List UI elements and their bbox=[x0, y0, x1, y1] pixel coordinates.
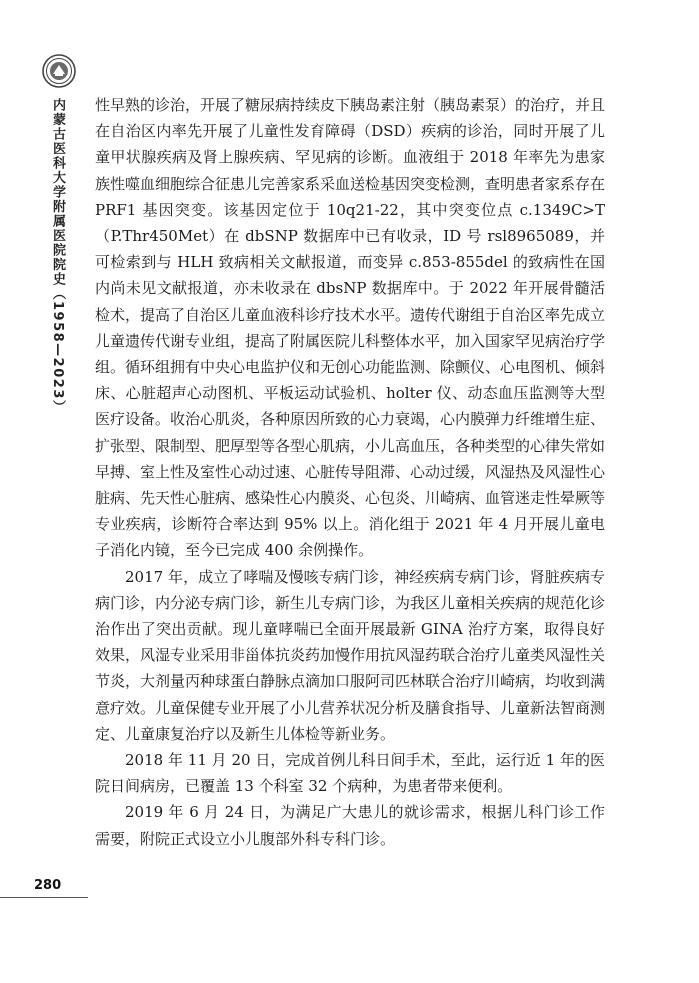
page-number: 280 bbox=[34, 878, 62, 893]
paragraph-1: 性早熟的诊治，开展了糖尿病持续皮下胰岛素注射（胰岛素泵）的治疗，并且在自治区内率先开展了儿童性发育障碍（DSD）疾病的诊治，同时开展了儿童甲状腺疾病及肾上腺疾病、罕见病的诊断。血液组于 2018 年率先为患家族性噬血细胞综合征患儿完善家系采血送检基因突变检测，查明患者家系存在 PRF1 基因突变。该基因定位于 10q21-22，其中突变位点 c.1349C>T（P.Thr450Met）在 dbSNP 数据库中已有收录，ID 号 rsl8965089，并可检索到与 HLH 致病相关文献报道，而变异 c.853-855del 的致病性在国内尚未见文献报道，亦未收录在 dbsNP 数据库中。于 2022 年开展骨髓活检术，提高了自治区儿童血液科诊疗技术水平。遗传代谢组于自治区率先成立儿童遗传代谢专业组，提高了附属医院儿科整体水平，加入国家罕见病治疗学组。循环组拥有中央心电监护仪和无创心功能监测、除颤仪、心电图机、倾斜床、心脏超声心动图机、平板运动试验机、holter 仪、动态血压监测等大型医疗设备。收治心肌炎，各种原因所致的心力衰竭，心内膜弹力纤维增生症、扩张型、限制型、肥厚型等各型心肌病，小儿高血压，各种类型的心律失常如早搏、室上性及室性心动过速、心脏传导阻滞、心动过缓，风湿热及风湿性心脏病、先天性心脏病、感染性心内膜炎、心包炎、川崎病、血管迷走性晕厥等专业疾病，诊断符合率达到 95% 以上。消化组于 2021 年 4 月开展儿童电子消化内镜，至今已完成 400 余例操作。 bbox=[95, 96, 606, 560]
university-emblem-icon bbox=[42, 54, 76, 88]
paragraph-4: 2019 年 6 月 24 日，为满足广大患儿的就诊需求，根据儿科门诊工作需要，附院正式设立小儿腹部外科专科门诊。 bbox=[95, 803, 605, 848]
main-text bbox=[95, 92, 605, 852]
footer-divider bbox=[0, 897, 88, 898]
book-title-vertical: 内蒙古医科大学附属医院院史（1958—2023） bbox=[50, 98, 65, 415]
paragraph-2: 2017 年，成立了哮喘及慢咳专病门诊，神经疾病专病门诊，肾脏疾病专病门诊，内分泌专病门诊，新生儿专病门诊，为我区儿童相关疾病的规范化诊治作出了突出贡献。现儿童哮喘已全面开展最新 GINA 治疗方案，取得良好效果，风湿专业采用非甾体抗炎药加慢作用抗风湿药联合治疗儿童类风湿性关节炎，大剂量丙种球蛋白静脉点滴加口服阿司匹林联合治疗川崎病，均收到满意疗效。儿童保健专业开展了小儿营养状况分析及膳食指导、儿童新法智商测定、儿童康复治疗以及新生儿体检等新业务。 bbox=[95, 567, 606, 743]
paragraph-3: 2018 年 11 月 20 日，完成首例儿科日间手术，至此，运行近 1 年的医院日间病房，已覆盖 13 个科室 32 个病种，为患者带来便利。 bbox=[95, 751, 605, 796]
